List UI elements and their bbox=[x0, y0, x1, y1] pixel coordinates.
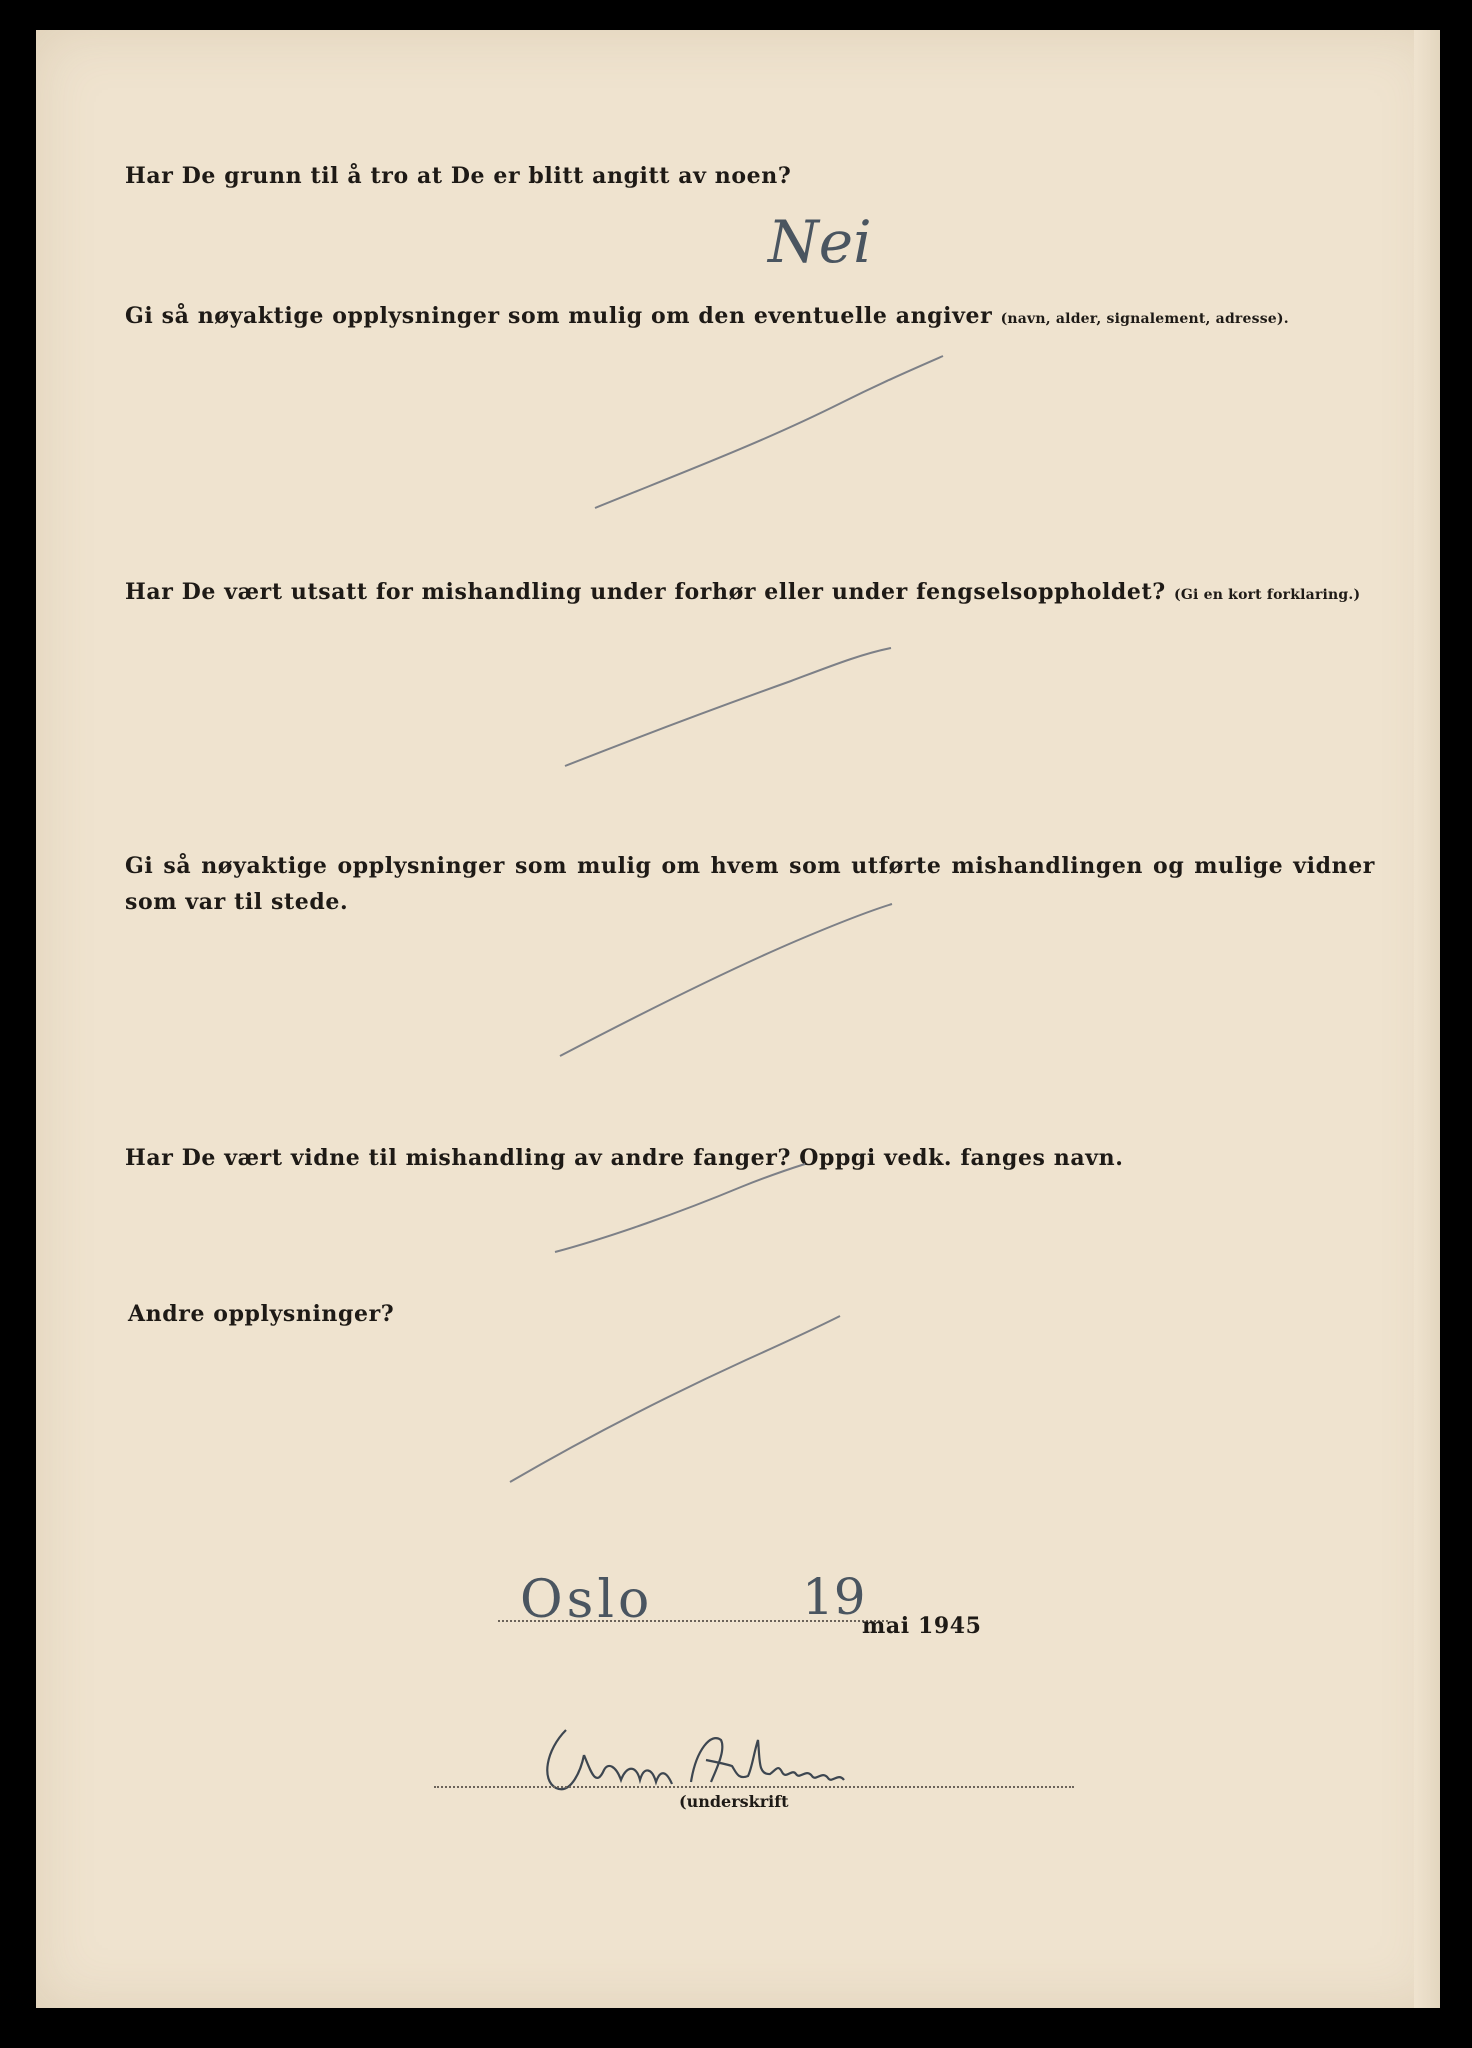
answer-strike-line bbox=[561, 626, 901, 786]
answer-strike-line bbox=[551, 1152, 811, 1262]
question-angiver-main: Gi så nøyaktige opplysninger som mulig om den eventuelle angiver bbox=[125, 303, 993, 329]
bleed-through-text bbox=[386, 335, 396, 370]
date-dotted-line bbox=[498, 1620, 888, 1622]
signature-dotted-line bbox=[434, 1786, 1074, 1788]
signature-caption: (underskrift bbox=[679, 1792, 789, 1811]
question-angitt: Har De grunn til å tro at De er blitt angitt av noen? bbox=[125, 163, 792, 189]
date-month-year: mai 1945 bbox=[862, 1613, 982, 1639]
handwritten-day: 19 bbox=[802, 1568, 866, 1626]
question-mishandling-note: (Gi en kort forklaring.) bbox=[1174, 587, 1361, 603]
answer-strike-line bbox=[556, 886, 896, 1066]
answer-strike-line bbox=[591, 348, 951, 528]
question-mishandling-main: Har De vært utsatt for mishandling under forhør eller under fengselsoppholdet? bbox=[125, 579, 1166, 605]
paper-edge bbox=[1414, 30, 1440, 2008]
question-vidne: Har De vært vidne til mishandling av andre fanger? Oppgi vedk. fanges navn. bbox=[125, 1145, 1124, 1171]
question-mishandling bbox=[125, 574, 1360, 613]
question-angiver bbox=[125, 298, 1289, 337]
question-utforte: Gi så nøyaktige opplysninger som mulig om hvem som utførte mishandlingen og mulige vidner som var til stede. bbox=[125, 853, 1375, 915]
handwritten-answer-nei: Nei bbox=[768, 208, 872, 276]
question-andre: Andre opplysninger? bbox=[128, 1301, 395, 1327]
answer-strike-line bbox=[506, 1302, 846, 1492]
handwritten-place: Oslo bbox=[520, 1570, 654, 1630]
question-angiver-note: (navn, alder, signalement, adresse). bbox=[1000, 311, 1289, 327]
document-page bbox=[36, 30, 1440, 2008]
